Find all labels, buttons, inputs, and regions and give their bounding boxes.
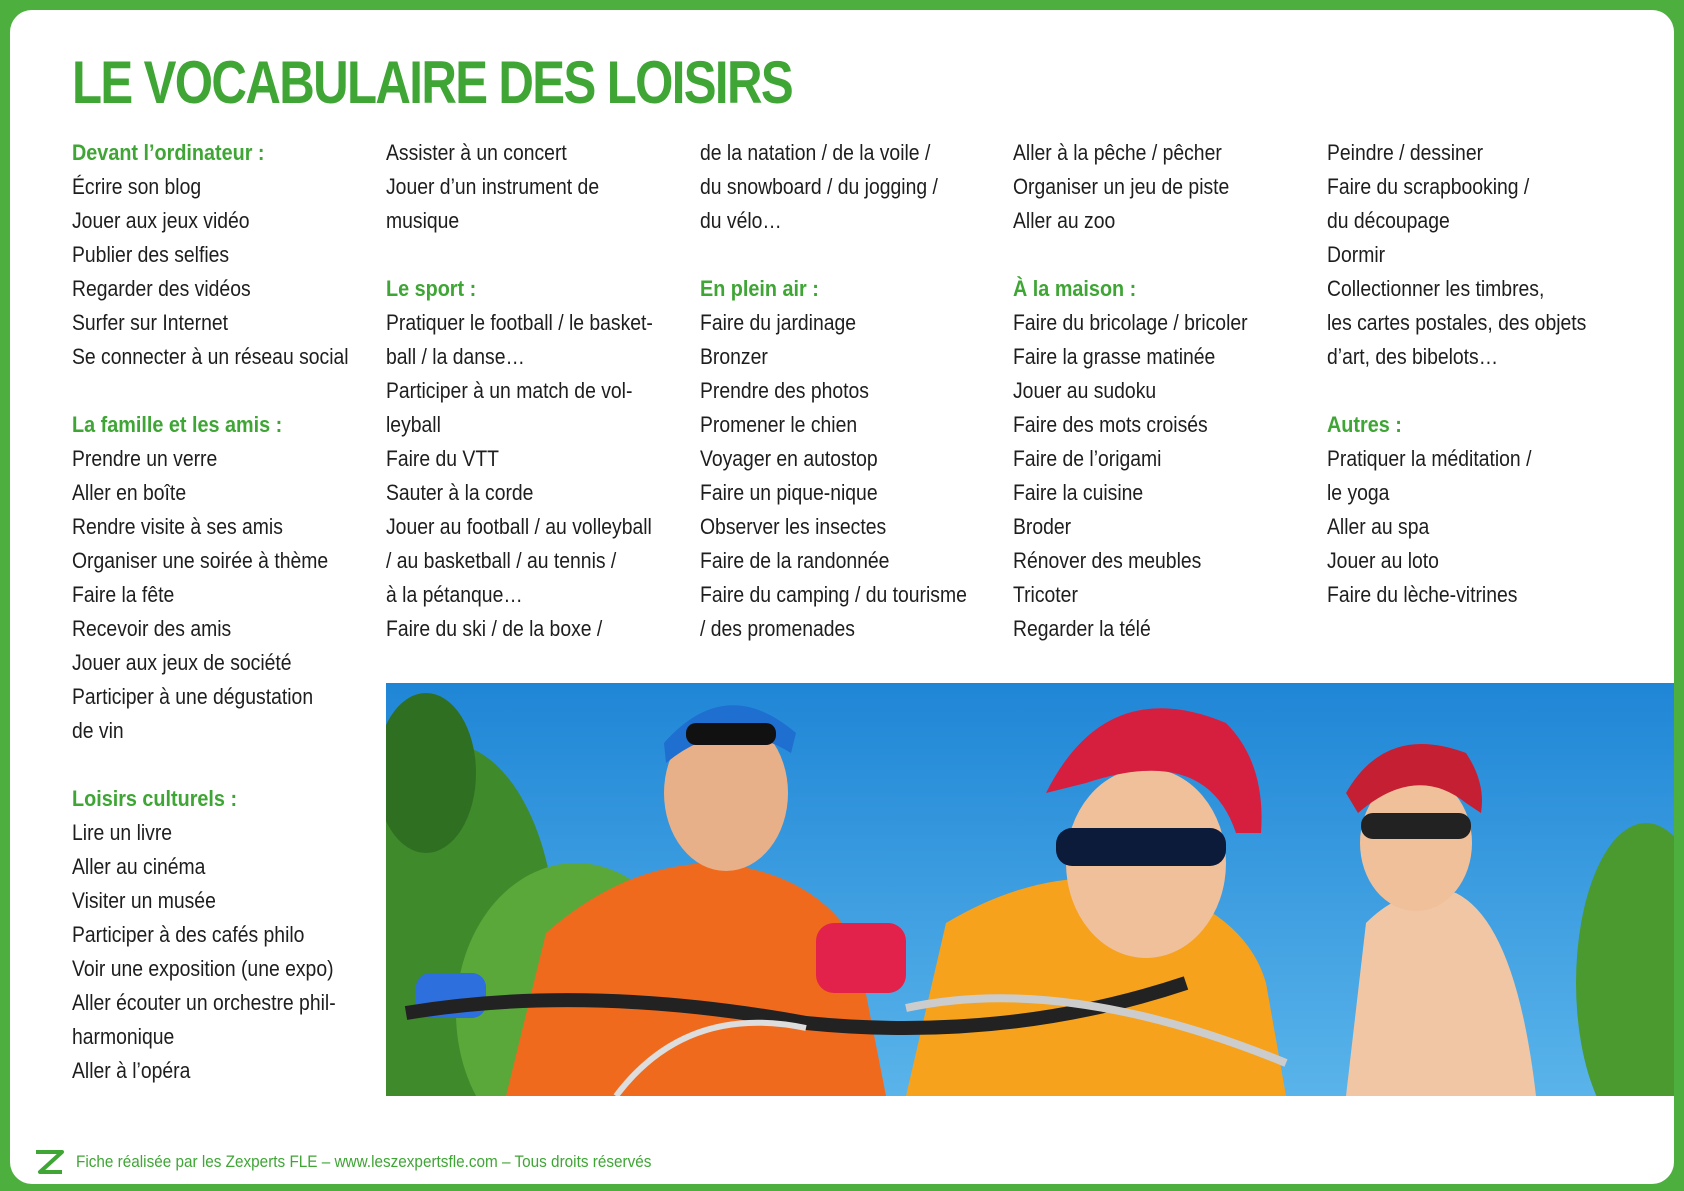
vocabulary-item: Recevoir des amis (72, 616, 232, 641)
category-title: Loisirs culturels : (72, 786, 238, 811)
vocabulary-item: Jouer au loto (1327, 548, 1439, 573)
vocabulary-item: Rendre visite à ses amis (72, 514, 283, 539)
vocabulary-category (1013, 272, 1318, 646)
vocabulary-item: Voyager en autostop (700, 446, 878, 471)
vocabulary-item: à la pétanque… (386, 582, 523, 607)
vocabulary-column (700, 136, 1005, 680)
vocabulary-item: Faire du jardinage (700, 310, 857, 335)
vocabulary-item: Aller au zoo (1013, 208, 1116, 233)
vocabulary-category (72, 136, 377, 374)
vocabulary-item: Jouer aux jeux vidéo (72, 208, 250, 233)
vocabulary-item: Participer à une dégustation (72, 684, 314, 709)
category-title: La famille et les amis : (72, 412, 283, 437)
vocabulary-item: Faire du ski / de la boxe / (386, 616, 603, 641)
vocabulary-item: de vin (72, 718, 124, 743)
vocabulary-category (386, 136, 691, 238)
vocabulary-item: Faire du camping / du tourisme (700, 582, 967, 607)
vocabulary-item: Faire la cuisine (1013, 480, 1144, 505)
worksheet (10, 10, 1674, 1184)
vocabulary-item: / des promenades (700, 616, 855, 641)
vocabulary-item: Visiter un musée (72, 888, 216, 913)
vocabulary-item: Broder (1013, 514, 1072, 539)
vocabulary-item: Pratiquer le football / le basket- (386, 310, 653, 335)
z-logo-icon (32, 1147, 66, 1177)
vocabulary-item: les cartes postales, des objets (1327, 310, 1587, 335)
vocabulary-item: Surfer sur Internet (72, 310, 229, 335)
vocabulary-item: Lire un livre (72, 820, 173, 845)
vocabulary-item: Bronzer (700, 344, 768, 369)
vocabulary-item: Participer à un match de vol- (386, 378, 633, 403)
vocabulary-item: Faire de la randonnée (700, 548, 890, 573)
vocabulary-item: Faire des mots croisés (1013, 412, 1208, 437)
vocabulary-item: Faire du VTT (386, 446, 499, 471)
vocabulary-item: Jouer d’un instrument de (386, 174, 600, 199)
vocabulary-item: Sauter à la corde (386, 480, 534, 505)
vocabulary-item: du snowboard / du jogging / (700, 174, 938, 199)
vocabulary-item: Participer à des cafés philo (72, 922, 305, 947)
vocabulary-column (72, 136, 377, 1122)
vocabulary-category (386, 272, 691, 646)
vocabulary-item: Regarder des vidéos (72, 276, 251, 301)
vocabulary-item: le yoga (1327, 480, 1390, 505)
category-title: À la maison : (1013, 276, 1137, 301)
vocabulary-item: Prendre un verre (72, 446, 218, 471)
vocabulary-item: Faire du lèche-vitrines (1327, 582, 1518, 607)
vocabulary-item: Prendre des photos (700, 378, 869, 403)
vocabulary-item: Collectionner les timbres, (1327, 276, 1545, 301)
category-title: Devant l’ordinateur : (72, 140, 265, 165)
vocabulary-item: d’art, des bibelots… (1327, 344, 1499, 369)
vocabulary-item: Dormir (1327, 242, 1386, 267)
vocabulary-item: Aller écouter un orchestre phil- (72, 990, 336, 1015)
vocabulary-column (1013, 136, 1318, 680)
vocabulary-item: Aller au cinéma (72, 854, 206, 879)
vocabulary-item: Voir une exposition (une expo) (72, 956, 334, 981)
vocabulary-item: Assister à un concert (386, 140, 567, 165)
vocabulary-item: Jouer au sudoku (1013, 378, 1157, 403)
vocabulary-item: Faire de l’origami (1013, 446, 1162, 471)
vocabulary-category (1327, 408, 1632, 612)
vocabulary-item: Aller à la pêche / pêcher (1013, 140, 1222, 165)
vocabulary-item: Jouer au football / au volleyball (386, 514, 652, 539)
vocabulary-item: Regarder la télé (1013, 616, 1151, 641)
footer-credit: Fiche réalisée par les Zexperts FLE – www.leszexpertsfle.com – Tous droits réservés (76, 1152, 652, 1171)
vocabulary-item: Publier des selfies (72, 242, 230, 267)
vocabulary-item: Aller à l’opéra (72, 1058, 191, 1083)
vocabulary-item: Aller au spa (1327, 514, 1430, 539)
vocabulary-item: Organiser une soirée à thème (72, 548, 329, 573)
category-title: Autres : (1327, 412, 1402, 437)
vocabulary-item: Faire du bricolage / bricoler (1013, 310, 1248, 335)
vocabulary-item: Faire du scrapbooking / (1327, 174, 1530, 199)
vocabulary-column (1327, 136, 1632, 646)
vocabulary-item: Observer les insectes (700, 514, 887, 539)
vocabulary-category (1327, 136, 1632, 374)
vocabulary-item: Faire la fête (72, 582, 175, 607)
vocabulary-column (386, 136, 691, 680)
vocabulary-item: du vélo… (700, 208, 782, 233)
vocabulary-category (72, 408, 377, 748)
category-title: Le sport : (386, 276, 477, 301)
vocabulary-item: / au basketball / au tennis / (386, 548, 617, 573)
vocabulary-item: Peindre / dessiner (1327, 140, 1484, 165)
footer (32, 1147, 715, 1177)
vocabulary-category (700, 136, 1005, 238)
family-cycling-photo (386, 683, 1674, 1096)
page-title: LE VOCABULAIRE DES LOISIRS (72, 49, 793, 116)
vocabulary-item: Tricoter (1013, 582, 1078, 607)
vocabulary-item: Organiser un jeu de piste (1013, 174, 1230, 199)
vocabulary-item: leyball (386, 412, 441, 437)
vocabulary-item: Se connecter à un réseau social (72, 344, 349, 369)
vocabulary-item: Promener le chien (700, 412, 858, 437)
vocabulary-item: Faire la grasse matinée (1013, 344, 1216, 369)
vocabulary-item: Écrire son blog (72, 174, 202, 199)
vocabulary-category (700, 272, 1005, 646)
vocabulary-item: Faire un pique-nique (700, 480, 878, 505)
vocabulary-item: musique (386, 208, 460, 233)
vocabulary-category (72, 782, 377, 1088)
vocabulary-item: de la natation / de la voile / (700, 140, 931, 165)
vocabulary-item: harmonique (72, 1024, 175, 1049)
vocabulary-item: Aller en boîte (72, 480, 187, 505)
vocabulary-item: du découpage (1327, 208, 1450, 233)
vocabulary-item: Pratiquer la méditation / (1327, 446, 1532, 471)
vocabulary-category (1013, 136, 1318, 238)
vocabulary-item: Jouer aux jeux de société (72, 650, 292, 675)
vocabulary-item: ball / la danse… (386, 344, 525, 369)
vocabulary-item: Rénover des meubles (1013, 548, 1202, 573)
category-title: En plein air : (700, 276, 819, 301)
